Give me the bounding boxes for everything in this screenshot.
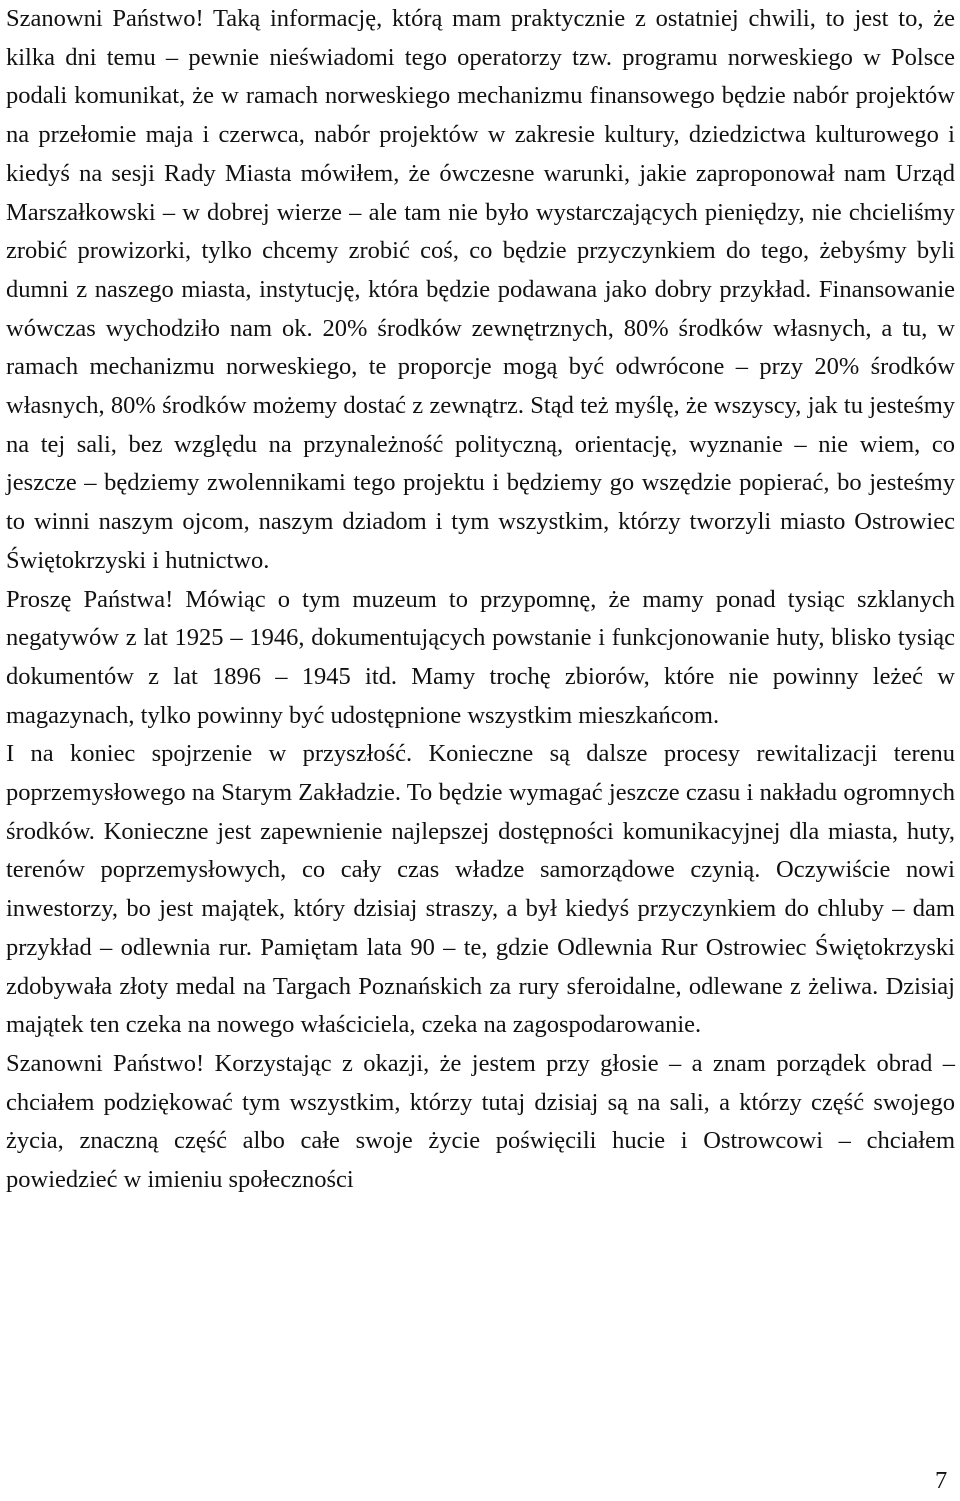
paragraph-2: Proszę Państwa! Mówiąc o tym muzeum to przypomnę, że mamy ponad tysiąc szklanych negatywów z lat 1925 – 1946, dokumentujących powstanie i funkcjonowanie huty, blisko tysiąc dokumentów z lat 1896 – 1945 itd. Mamy trochę zbiorów, które nie powinny leżeć w magazynach, tylko powinny być udostępnione wszystkim mieszkańcom. [6,585,955,729]
document-body [6,0,955,1200]
paragraph-3: I na koniec spojrzenie w przyszłość. Konieczne są dalsze procesy rewitalizacji terenu poprzemysłowego na Starym Zakładzie. To będzie wymagać jeszcze czasu i nakładu ogromnych środków. Konieczne jest zapewnienie najlepszej dostępności komunikacyjnej dla miasta, huty, terenów poprzemysłowych, co cały czas władze samorządowe czynią. Oczywiście nowi inwestorzy, bo jest majątek, który dzisiaj straszy, a był kiedyś przyczynkiem do chluby – dam przykład – odlewnia rur. Pamiętam lata 90 – te, gdzie Odlewnia Rur Ostrowiec Świętokrzyski zdobywała złoty medal na Targach Poznańskich za rury sferoidalne, odlewane z żeliwa. Dzisiaj majątek ten czeka na nowego właściciela, czeka na zagospodarowanie. [6,740,955,1039]
paragraph-4: Szanowni Państwo! Korzystając z okazji, że jestem przy głosie – a znam porządek obrad – chciałem podziękować tym wszystkim, którzy tutaj dzisiaj są na sali, a którzy część swojego życia, znaczną część albo całe swoje życie poświęcili hucie i Ostrowcowi – chciałem powiedzieć w imieniu społeczności [6,1049,955,1194]
paragraph-1: Szanowni Państwo! Taką informację, którą mam praktycznie z ostatniej chwili, to jest to, że kilka dni temu – pewnie nieświadomi tego operatorzy tzw. programu norweskiego w Polsce podali komunikat, że w ramach norweskiego mechanizmu finansowego będzie nabór projektów na przełomie maja i czerwca, nabór projektów w zakresie kultury, dziedzictwa kulturowego i kiedyś na sesji Rady Miasta mówiłem, że ówczesne warunki, jakie zaproponował nam Urząd Marszałkowski – w dobrej wierze – ale tam nie było wystarczających pieniędzy, nie chcieliśmy zrobić prowizorki, tylko chcemy zrobić coś, co będzie przyczynkiem do tego, żebyśmy byli dumni z naszego miasta, instytucję, która będzie podawana jako dobry przykład. Finansowanie wówczas wychodziło nam ok. 20% środków zewnętrznych, 80% środków własnych, a tu, w ramach mechanizmu norweskiego, te proporcje mogą być odwrócone – przy 20% środków własnych, 80% środków możemy dostać z zewnątrz. Stąd też myślę, że wszyscy, jak tu jesteśmy na tej sali, bez względu na przynależność polityczną, orientację, wyznanie – nie wiem, co jeszcze – będziemy zwolennikami tego projektu i będziemy go wszędzie popierać, bo jesteśmy to winni naszym ojcom, naszym dziadom i tym wszystkim, którzy tworzyli miasto Ostrowiec Świętokrzyski i hutnictwo. [6,5,955,574]
page-number: 7 [935,1467,948,1494]
